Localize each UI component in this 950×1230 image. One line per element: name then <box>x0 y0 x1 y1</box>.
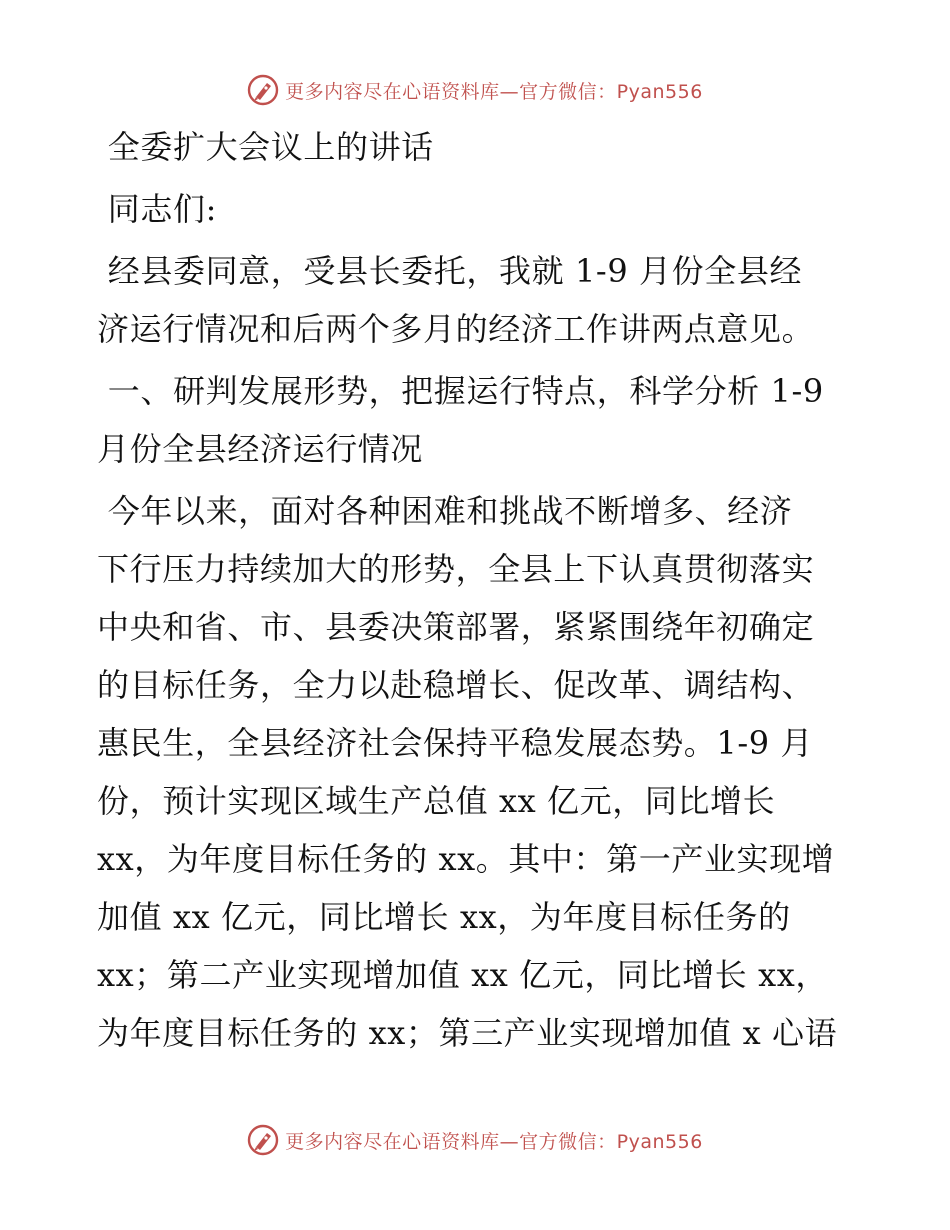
body-line: 惠民生，全县经济社会保持平稳发展态势。1-9 月 <box>97 724 814 762</box>
body-line: xx，为年度目标任务的 xx。其中：第一产业实现增 <box>97 840 835 878</box>
body-line: 济运行情况和后两个多月的经济工作讲两点意见。 <box>97 310 815 348</box>
section-heading: 月份全县经济运行情况 <box>97 430 424 468</box>
fountain-pen-seal-icon <box>247 74 279 106</box>
body-line: 今年以来，面对各种困难和挑战不断增多、经济 <box>97 492 793 530</box>
body-line: 下行压力持续加大的形势，全县上下认真贯彻落实 <box>97 550 815 588</box>
body-line: 的目标任务，全力以赴稳增长、促改革、调结构、 <box>97 666 815 704</box>
footer-banner-text: 更多内容尽在心语资料库—官方微信：Pyan556 <box>285 1130 703 1153</box>
salutation: 同志们: <box>97 190 217 228</box>
header-banner <box>0 70 950 110</box>
body-line: 为年度目标任务的 xx；第三产业实现增加值 x 心语 <box>97 1014 838 1052</box>
body-line: 加值 xx 亿元，同比增长 xx，为年度目标任务的 <box>97 898 791 936</box>
body-line: 经县委同意，受县长委托，我就 1-9 月份全县经 <box>97 252 803 290</box>
body-line: 份，预计实现区域生产总值 xx 亿元，同比增长 <box>97 782 776 820</box>
section-heading: 一、研判发展形势，把握运行特点，科学分析 1-9 <box>97 372 824 410</box>
document-title: 全委扩大会议上的讲话 <box>97 128 434 166</box>
body-line: 中央和省、市、县委决策部署，紧紧围绕年初确定 <box>97 608 815 646</box>
body-line: xx；第二产业实现增加值 xx 亿元，同比增长 xx， <box>97 956 828 994</box>
fountain-pen-seal-icon <box>247 1124 279 1156</box>
header-banner-text: 更多内容尽在心语资料库—官方微信：Pyan556 <box>285 80 703 103</box>
document-body <box>97 118 857 1062</box>
footer-banner <box>0 1120 950 1160</box>
